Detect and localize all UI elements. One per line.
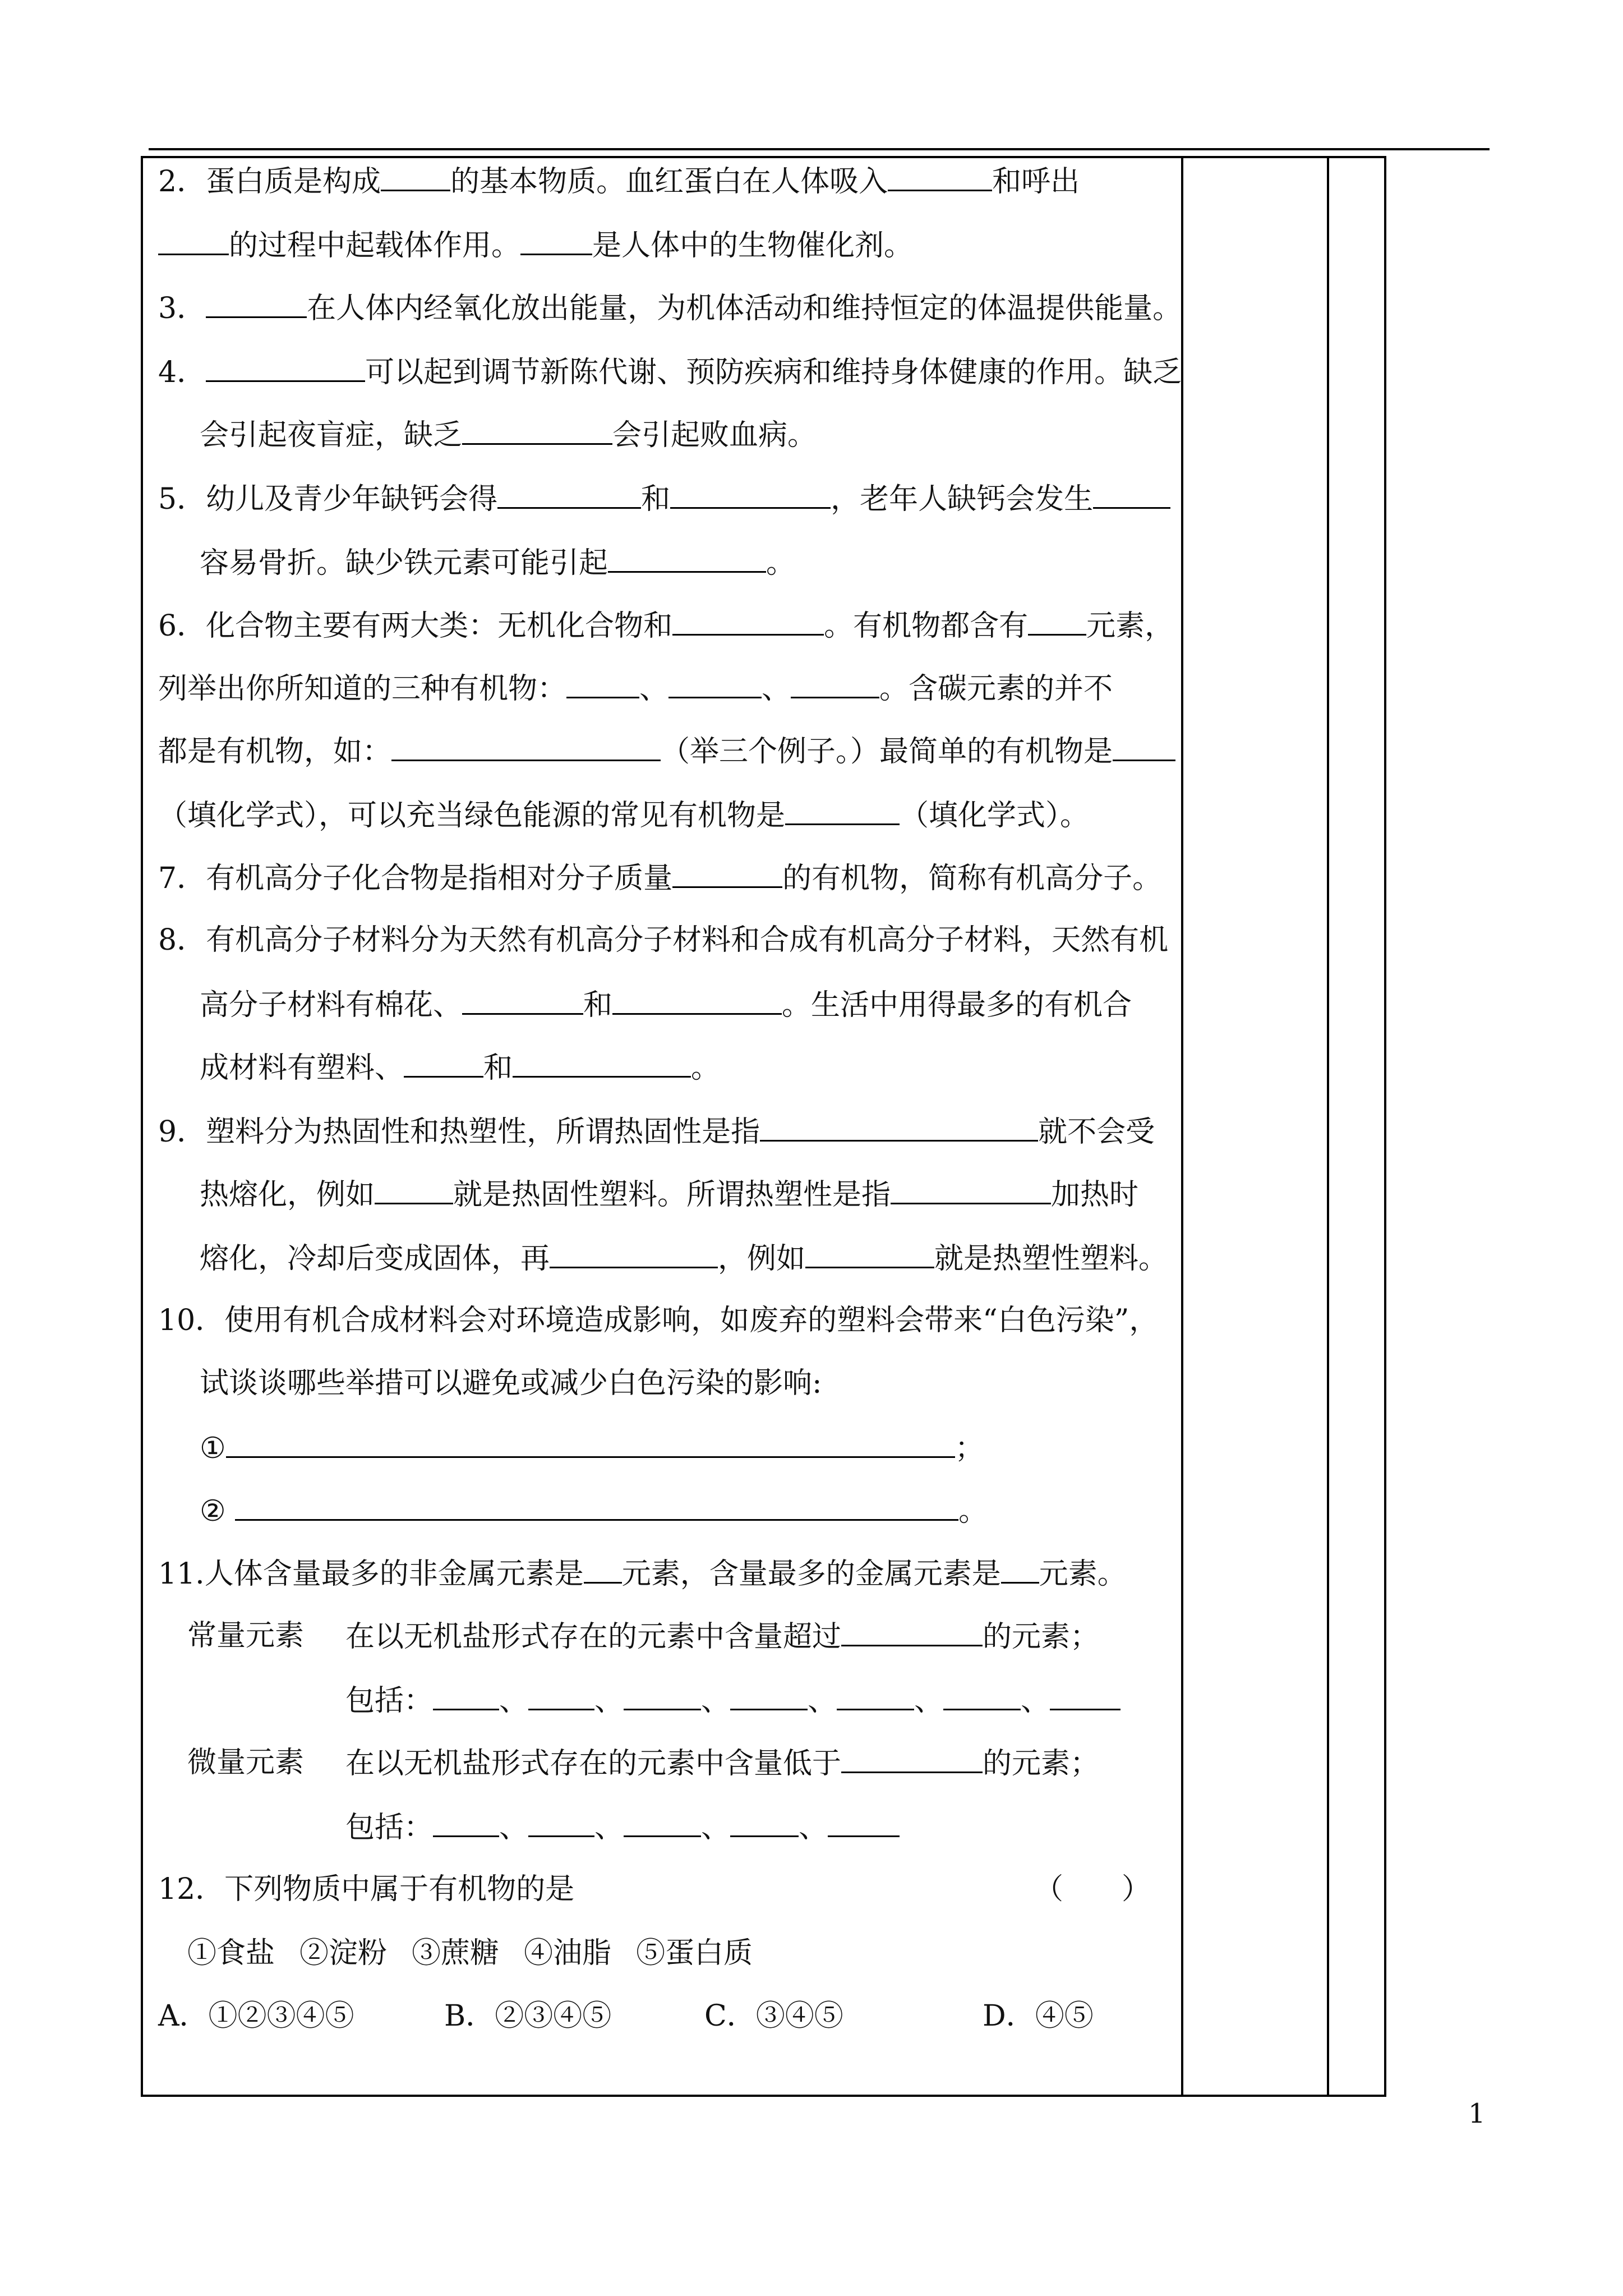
answer-blank[interactable]	[624, 1682, 701, 1710]
question-8-line-3	[200, 1049, 720, 1085]
question-text: 8．有机高分子材料分为天然有机高分子材料和合成有机高分子材料，天然有机	[158, 923, 1169, 957]
answer-blank[interactable]	[158, 227, 229, 255]
option-label: A．①②③④⑤	[158, 1999, 354, 2033]
question-text: ，例如	[718, 1242, 806, 1276]
answer-blank[interactable]	[891, 1176, 1051, 1204]
question-text: 的基本物质。血红蛋白在人体吸入	[450, 165, 888, 199]
separator: 、	[808, 1684, 837, 1718]
major-elements-definition	[345, 1618, 1099, 1654]
question-4-line-2	[200, 416, 817, 452]
answer-blank[interactable]	[391, 733, 661, 761]
answer-blank[interactable]	[760, 1113, 1038, 1142]
answer-blank[interactable]	[672, 859, 782, 888]
question-text: 元素，	[1086, 609, 1174, 643]
question-10-answer-2	[200, 1492, 988, 1528]
question-12-stem	[158, 1871, 574, 1907]
column-divider-1	[1181, 156, 1183, 2097]
question-9-line-3	[200, 1240, 1168, 1276]
question-text: 的元素；	[983, 1747, 1100, 1780]
option-d[interactable]	[983, 1998, 1094, 2034]
circled-number: ②	[200, 1494, 226, 1528]
answer-bracket: （ ）	[1034, 1872, 1151, 1906]
question-text: 3．	[158, 292, 206, 325]
option-label: C．③④⑤	[704, 1999, 843, 2033]
question-8-line-1	[158, 922, 1168, 958]
question-10-line-2	[200, 1365, 822, 1401]
answer-blank[interactable]	[584, 1555, 622, 1584]
question-6-line-2	[158, 670, 1113, 706]
answer-blank[interactable]	[497, 480, 641, 509]
question-text: 列举出你所知道的三种有机物：	[158, 672, 567, 706]
question-text: 是人体中的生物催化剂。	[592, 229, 914, 263]
answer-blank[interactable]	[888, 163, 992, 191]
page-number: 1	[1468, 2098, 1486, 2129]
column-divider-2	[1327, 156, 1329, 2097]
question-text: 包括：	[345, 1811, 434, 1844]
answer-blank[interactable]	[226, 1429, 955, 1458]
answer-blank[interactable]	[1001, 1555, 1039, 1584]
question-9-line-1	[158, 1113, 1155, 1149]
answer-blank[interactable]	[206, 289, 307, 318]
question-text: 。	[958, 1494, 988, 1528]
question-text: 会引起败血病。	[612, 418, 817, 452]
answer-blank[interactable]	[513, 1049, 691, 1078]
question-text: 熔化，冷却后变成固体，再	[200, 1242, 550, 1276]
list-item: ②淀粉	[299, 1936, 388, 1970]
question-10-line-1	[158, 1303, 1158, 1338]
option-c[interactable]	[704, 1998, 843, 2034]
question-9-line-2	[200, 1176, 1138, 1212]
answer-blank[interactable]	[462, 416, 612, 445]
question-text: 4．	[158, 356, 206, 389]
separator: 、	[701, 1684, 731, 1718]
question-text: 2．蛋白质是构成	[158, 165, 381, 199]
trace-elements-list	[345, 1809, 900, 1844]
question-text: 就是热固性塑料。所谓热塑性是指	[453, 1178, 891, 1212]
question-text: 。	[766, 546, 796, 580]
table-top-border	[141, 156, 1386, 158]
answer-blank[interactable]	[785, 797, 900, 825]
option-label: D．④⑤	[983, 1999, 1094, 2033]
question-text: 元素，含量最多的金属元素是	[621, 1557, 1001, 1591]
answer-blank[interactable]	[235, 1492, 958, 1521]
separator: 、	[594, 1811, 624, 1844]
question-text: 9．塑料分为热固性和热塑性，所谓热固性是指	[158, 1115, 760, 1149]
answer-blank[interactable]	[730, 1682, 808, 1710]
answer-blank[interactable]	[520, 227, 592, 255]
answer-blank[interactable]	[805, 1240, 934, 1268]
question-text: 和	[641, 482, 671, 516]
answer-blank[interactable]	[612, 986, 782, 1015]
question-text: 就是热塑性塑料。	[934, 1242, 1168, 1276]
question-text: 和	[483, 1051, 513, 1085]
answer-blank[interactable]	[1028, 607, 1086, 636]
answer-blank[interactable]	[624, 1809, 701, 1837]
table-right-border	[1384, 156, 1386, 2097]
question-3	[158, 289, 1182, 325]
answer-blank[interactable]	[462, 986, 583, 1015]
question-text: 、	[639, 672, 669, 706]
separator: 、	[914, 1684, 944, 1718]
question-text: 加热时	[1051, 1178, 1139, 1212]
question-text: 高分子材料有棉花、	[200, 988, 463, 1022]
answer-blank[interactable]	[433, 1809, 499, 1837]
answer-blank[interactable]	[550, 1240, 718, 1268]
question-5-line-2	[200, 544, 795, 580]
separator: 、	[799, 1811, 828, 1844]
question-7	[158, 859, 1161, 895]
table-bottom-border	[141, 2095, 1386, 2097]
question-text: ，老年人缺钙会发生	[831, 482, 1094, 516]
question-text: 6．化合物主要有两大类：无机化合物和	[158, 609, 673, 643]
question-text: 成材料有塑料、	[200, 1051, 404, 1085]
question-text: 和呼出	[992, 165, 1080, 199]
question-8-line-2	[200, 986, 1132, 1022]
question-text: 10．使用有机合成材料会对环境造成影响，如废弃的塑料会带来“白色污染”，	[158, 1304, 1159, 1337]
question-11-line-1	[158, 1555, 1127, 1591]
question-text: 7．有机高分子化合物是指相对分子质量	[158, 862, 673, 895]
question-text: 和	[583, 988, 613, 1022]
answer-blank[interactable]	[837, 1682, 914, 1710]
answer-blank[interactable]	[841, 1745, 983, 1773]
question-6-line-3	[158, 733, 1175, 769]
question-text: 12．下列物质中属于有机物的是	[158, 1872, 575, 1906]
question-text: 可以起到调节新陈代谢、预防疾病和维持身体健康的作用。缺乏	[365, 356, 1182, 389]
answer-blank[interactable]	[375, 1176, 453, 1204]
option-label: B．②③④⑤	[444, 1999, 612, 2033]
separator: 、	[1021, 1684, 1050, 1718]
question-5-line-1	[158, 480, 1170, 516]
question-text: 在以无机盐形式存在的元素中含量超过	[345, 1620, 842, 1654]
answer-blank[interactable]	[670, 480, 831, 509]
question-text: 5．幼儿及青少年缺钙会得	[158, 482, 498, 516]
question-text: 都是有机物，如：	[158, 735, 392, 769]
question-text: 的有机物，简称有机高分子。	[782, 862, 1162, 895]
answer-blank[interactable]	[1113, 733, 1175, 761]
trace-elements-definition	[345, 1745, 1099, 1780]
question-text: 包括：	[345, 1684, 434, 1718]
question-text: 在以无机盐形式存在的元素中含量低于	[345, 1747, 842, 1780]
question-text: 、	[762, 672, 791, 706]
answer-blank[interactable]	[1093, 480, 1170, 509]
option-a[interactable]	[158, 1998, 354, 2034]
list-item: ③蔗糖	[412, 1936, 500, 1970]
question-text: 。含碳元素的并不	[879, 672, 1113, 706]
answer-blank[interactable]	[672, 607, 824, 636]
question-12-items	[187, 1935, 753, 1971]
answer-parentheses[interactable]	[1034, 1871, 1151, 1907]
answer-blank[interactable]	[433, 1682, 499, 1710]
question-text: 的元素；	[983, 1620, 1100, 1654]
question-text: 的过程中起载体作用。	[229, 229, 521, 263]
question-text: 在人体内经氧化放出能量，为机体活动和维持恒定的体温提供能量。	[307, 292, 1182, 325]
question-text: （填化学式）。	[900, 799, 1090, 832]
question-text: （填化学式），可以充当绿色能源的常见有机物是	[158, 799, 786, 832]
question-text: 。	[691, 1051, 721, 1085]
table-left-border	[141, 156, 143, 2097]
answer-blank[interactable]	[841, 1618, 983, 1646]
answer-blank[interactable]	[791, 670, 879, 698]
separator: 、	[499, 1684, 529, 1718]
circled-number: ①	[200, 1432, 226, 1465]
list-item: ④油脂	[524, 1936, 612, 1970]
question-text: 11.人体含量最多的非金属元素是	[158, 1557, 584, 1591]
question-text: 。生活中用得最多的有机合	[782, 988, 1132, 1022]
answer-blank[interactable]	[528, 1809, 594, 1837]
question-text: 就不会受	[1038, 1115, 1155, 1149]
question-2-line-1	[158, 163, 1080, 199]
separator: 、	[594, 1684, 624, 1718]
separator: 、	[701, 1811, 731, 1844]
question-6-line-4	[158, 797, 1089, 832]
option-b[interactable]	[444, 1998, 611, 2034]
question-text: 会引起夜盲症，缺乏	[200, 418, 463, 452]
answer-blank[interactable]	[668, 670, 762, 698]
question-2-line-2	[158, 227, 913, 263]
separator: 、	[499, 1811, 529, 1844]
question-text: ；	[955, 1432, 984, 1465]
major-elements-term: 常量元素	[187, 1619, 305, 1653]
question-text: （举三个例子。）最简单的有机物是	[661, 735, 1113, 769]
trace-elements-term: 微量元素	[187, 1746, 305, 1779]
question-6-line-1	[158, 607, 1174, 643]
answer-blank[interactable]	[1050, 1682, 1121, 1710]
answer-blank[interactable]	[730, 1809, 799, 1837]
trace-elements-label	[187, 1745, 304, 1780]
answer-blank[interactable]	[206, 353, 365, 382]
answer-blank[interactable]	[943, 1682, 1021, 1710]
major-elements-list	[345, 1682, 1121, 1718]
list-item: ①食盐	[187, 1936, 275, 1970]
answer-blank[interactable]	[404, 1049, 483, 1078]
list-item: ⑤蛋白质	[636, 1936, 753, 1970]
question-text: 热熔化，例如	[200, 1178, 375, 1212]
answer-blank[interactable]	[566, 670, 639, 698]
answer-blank[interactable]	[381, 163, 450, 191]
question-text: 。有机物都含有	[824, 609, 1029, 643]
question-text: 容易骨折。缺少铁元素可能引起	[200, 546, 608, 580]
question-10-answer-1	[200, 1429, 984, 1465]
top-rule	[149, 148, 1490, 150]
major-elements-label	[187, 1618, 304, 1654]
question-text: 元素。	[1039, 1557, 1127, 1591]
question-text: 试谈谈哪些举措可以避免或减少白色污染的影响:	[200, 1366, 822, 1400]
answer-blank[interactable]	[828, 1809, 900, 1837]
answer-blank[interactable]	[608, 544, 766, 573]
answer-blank[interactable]	[528, 1682, 594, 1710]
question-4-line-1	[158, 353, 1182, 389]
